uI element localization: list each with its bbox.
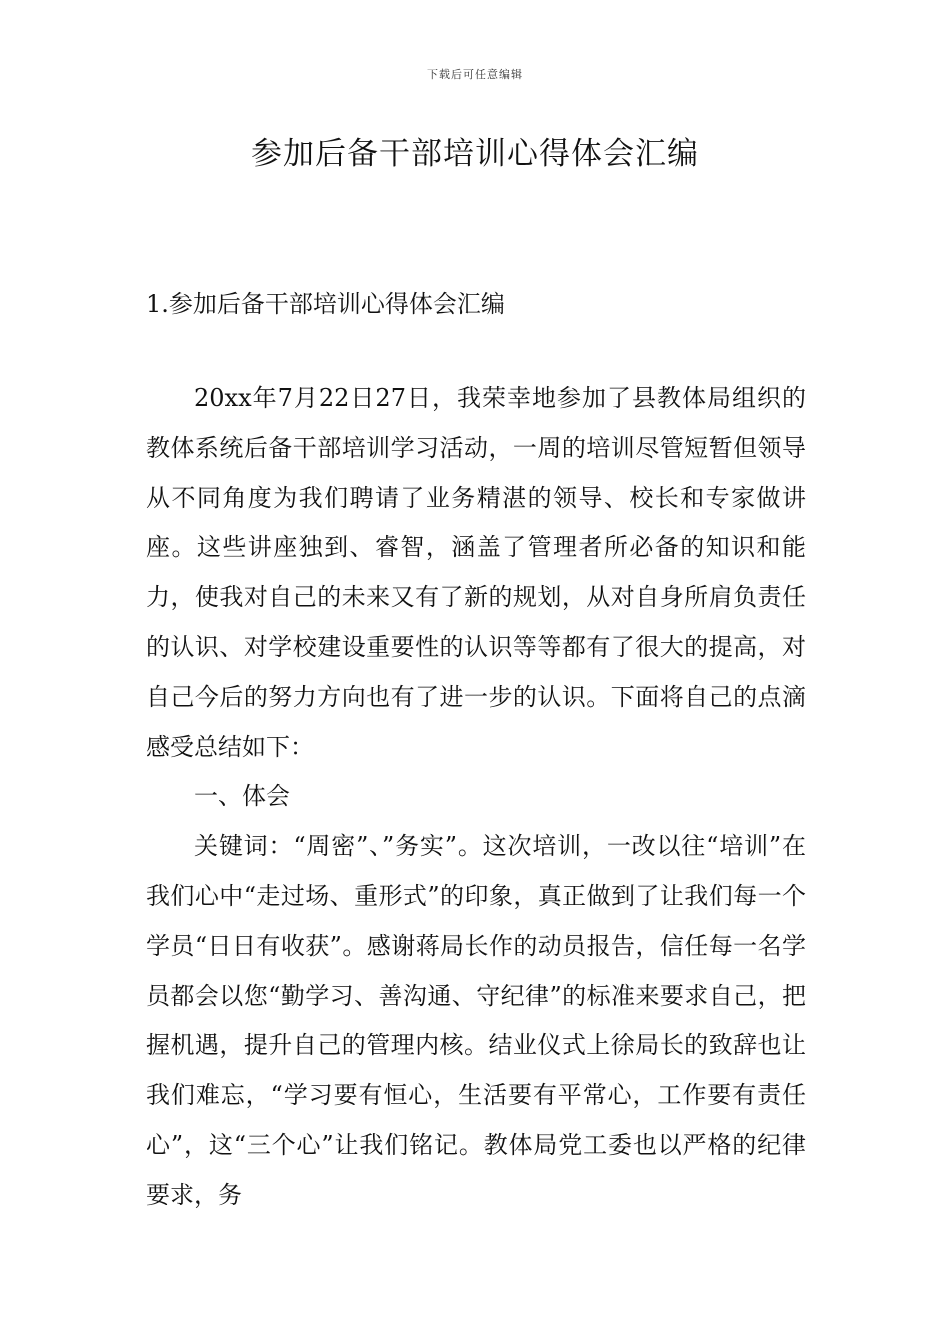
paragraph-keywords: 关键词：“周密”、”务实”。这次培训，一改以往“培训”在我们心中“走过场、重形式”的印象，真正做到了让我们每一个学员“日日有收获”。感谢蒋局长作的动员报告，信任每一名学员都会以您“勤学习、善沟通、守纪律”的标准来要求自己，把握机遇，提升自己的管理内核。结业仪式上徐局长的致辞也让我们难忘，“学习要有恒心，生活要有平常心，工作要有责任心”，这“三个心”让我们铭记。教体局党工委也以严格的纪律要求，务	[146, 832, 806, 1209]
section-heading: 1.参加后备干部培训心得体会汇编	[146, 290, 505, 318]
paragraph-intro: 20xx年7月22日27日，我荣幸地参加了县教体局组织的教体系统后备干部培训学习活动，一周的培训尽管短暂但领导从不同角度为我们聘请了业务精湛的领导、校长和专家做讲座。这些讲座独到、睿智，涵盖了管理者所必备的知识和能力，使我对自己的未来又有了新的规划，从对自身所肩负责任的认识、对学校建设重要性的认识等等都有了很大的提高，对自己今后的努力方向也有了进一步的认识。下面将自己的点滴感受总结如下：	[146, 384, 806, 761]
document-title: 参加后备干部培训心得体会汇编	[251, 136, 699, 172]
header-note: 下载后可任意编辑	[427, 68, 523, 81]
paragraph-subheading: 一、体会	[194, 782, 290, 811]
document-body	[146, 374, 806, 1221]
